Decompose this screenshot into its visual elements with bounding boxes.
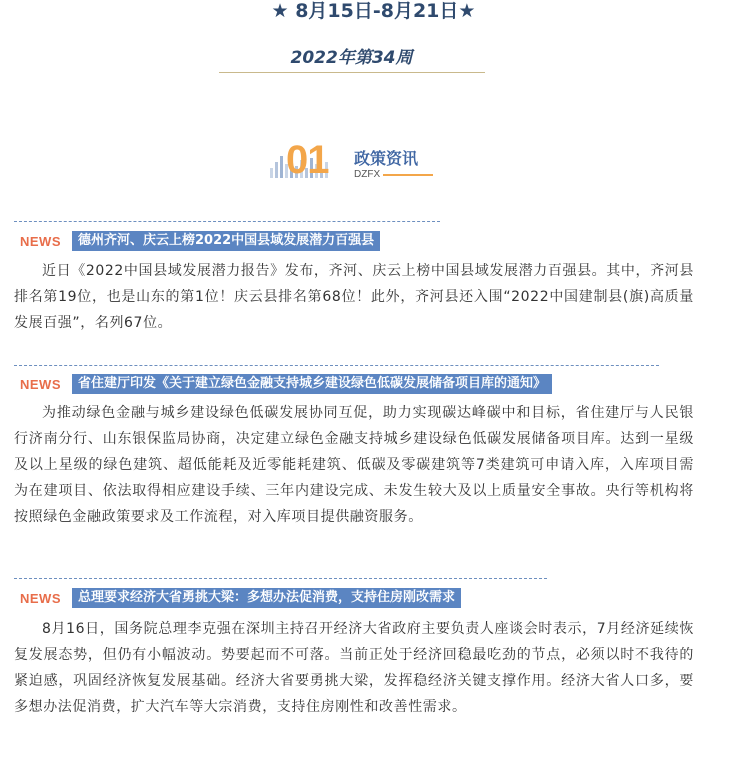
news-tag: NEWS (20, 233, 61, 249)
news-divider (14, 221, 440, 222)
section-header (268, 138, 448, 184)
news-tag: NEWS (20, 590, 61, 606)
news-body: 近日《2022中国县域发展潜力报告》发布，齐河、庆云上榜中国县域发展潜力百强县。其中，齐河县排名第19位，也是山东的第1位！庆云县排名第68位！此外，齐河县还入围“2022中国建制县(旗)高质量发展百强”，名列67位。 (14, 263, 694, 331)
news-divider (14, 365, 659, 366)
news-body: 8月16日，国务院总理李克强在深圳主持召开经济大省政府主要负责人座谈会时表示，7月经济延续恢复发展态势，但仍有小幅波动。势要起而不可落。当前正处于经济回稳最吃劲的节点，必须以时不我待的紧迫感，巩固经济恢复发展基础。经济大省要勇挑大梁，发挥稳经济关键支撑作用。经济大省人口多，要多想办法促消费，扩大汽车等大宗消费，支持住房刚性和改善性需求。 (14, 621, 694, 715)
news-headline[interactable]: 德州齐河、庆云上榜2022中国县域发展潜力百强县 (72, 231, 380, 251)
news-tag: NEWS (20, 376, 61, 392)
news-header (20, 230, 380, 252)
news-header (20, 587, 461, 609)
news-body: 为推动绿色金融与城乡建设绿色低碳发展协同互促，助力实现碳达峰碳中和目标，省住建厅与人民银行济南分行、山东银保监局协商，决定建立绿色金融支持城乡建设绿色低碳发展储备项目库。达到一星级及以上星级的绿色建筑、超低能耗及近零能耗建筑、低碳及零碳建筑等7类建筑可申请入库，入库项目需为在建项目、依法取得相应建设手续、三年内建设完成、未发生较大及以上质量安全事故。央行等机构将按照绿色金融政策要求及工作流程，对入库项目提供融资服务。 (14, 405, 694, 525)
news-header (20, 373, 552, 395)
news-headline[interactable]: 省住建厅印发《关于建立绿色金融支持城乡建设绿色低碳发展储备项目库的通知》 (72, 374, 552, 394)
date-range: ★ 8月15日-8月21日★ (271, 0, 476, 22)
news-divider (14, 578, 547, 579)
section-subtitle: DZFX (354, 169, 381, 180)
news-headline[interactable]: 总理要求经济大省勇挑大梁：多想办法促消费，支持住房刚改需求 (72, 588, 461, 608)
week-underline (219, 72, 485, 73)
week-label: 2022年第34周 (290, 48, 413, 68)
section-accent-line (383, 174, 433, 176)
section-title: 政策资讯 (354, 149, 419, 168)
section-number: 01 (286, 138, 329, 182)
